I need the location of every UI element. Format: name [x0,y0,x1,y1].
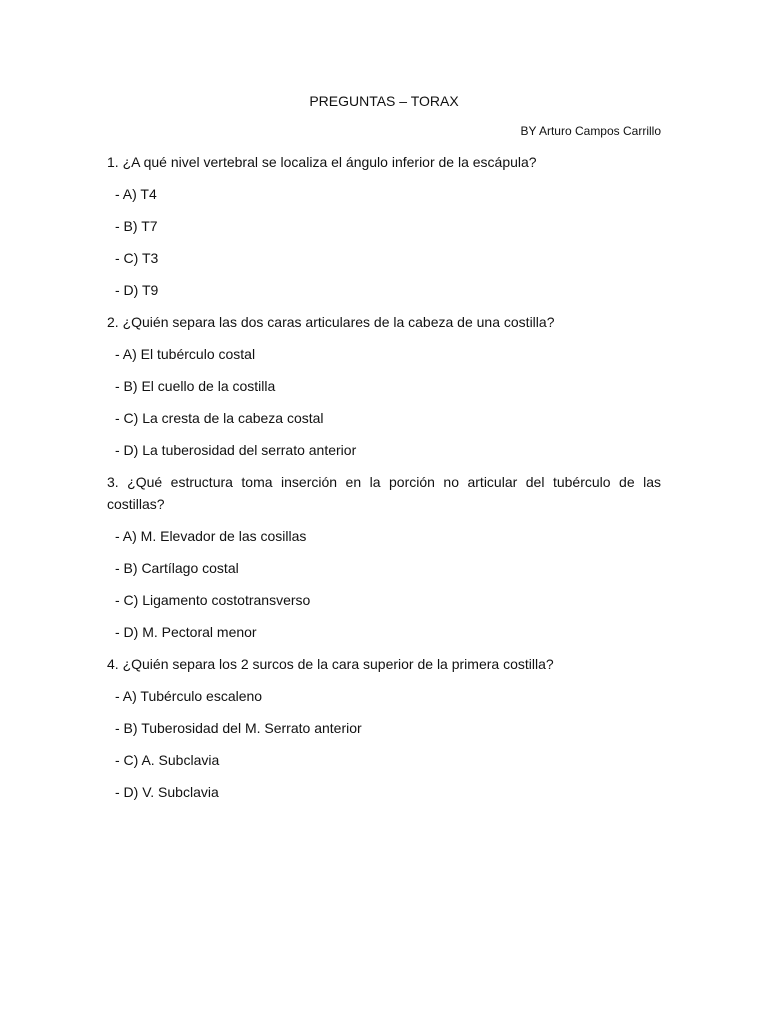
option-d: - D) V. Subclavia [115,784,219,800]
option-b: - B) T7 [115,218,158,234]
document-author: BY Arturo Campos Carrillo [520,124,661,138]
question-text: 4. ¿Quién separa los 2 surcos de la cara superior de la primera costilla? [107,656,554,672]
question-text: 1. ¿A qué nivel vertebral se localiza el ángulo inferior de la escápula? [107,154,537,170]
option-b: - B) Cartílago costal [115,560,239,576]
question-4 [107,653,661,803]
question-list [107,151,661,813]
option-c: - C) Ligamento costotransverso [115,592,311,608]
option-d: - D) La tuberosidad del serrato anterior [115,442,357,458]
question-text: 2. ¿Quién separa las dos caras articulares de la cabeza de una costilla? [107,314,555,330]
option-a: - A) El tubérculo costal [115,346,256,362]
question-2 [107,311,661,461]
option-a: - A) T4 [115,186,157,202]
question-1 [107,151,661,301]
question-text: 3. ¿Qué estructura toma inserción en la porción no articular del tubérculo de las costillas? [107,474,661,512]
option-c: - C) A. Subclavia [115,752,220,768]
option-d: - D) T9 [115,282,159,298]
document-title: PREGUNTAS – TORAX [309,93,459,109]
option-c: - C) La cresta de la cabeza costal [115,410,324,426]
question-3 [107,471,661,643]
option-a: - A) Tubérculo escaleno [115,688,263,704]
option-b: - B) El cuello de la costilla [115,378,276,394]
option-d: - D) M. Pectoral menor [115,624,257,640]
option-a: - A) M. Elevador de las cosillas [115,528,307,544]
option-c: - C) T3 [115,250,159,266]
option-b: - B) Tuberosidad del M. Serrato anterior [115,720,362,736]
